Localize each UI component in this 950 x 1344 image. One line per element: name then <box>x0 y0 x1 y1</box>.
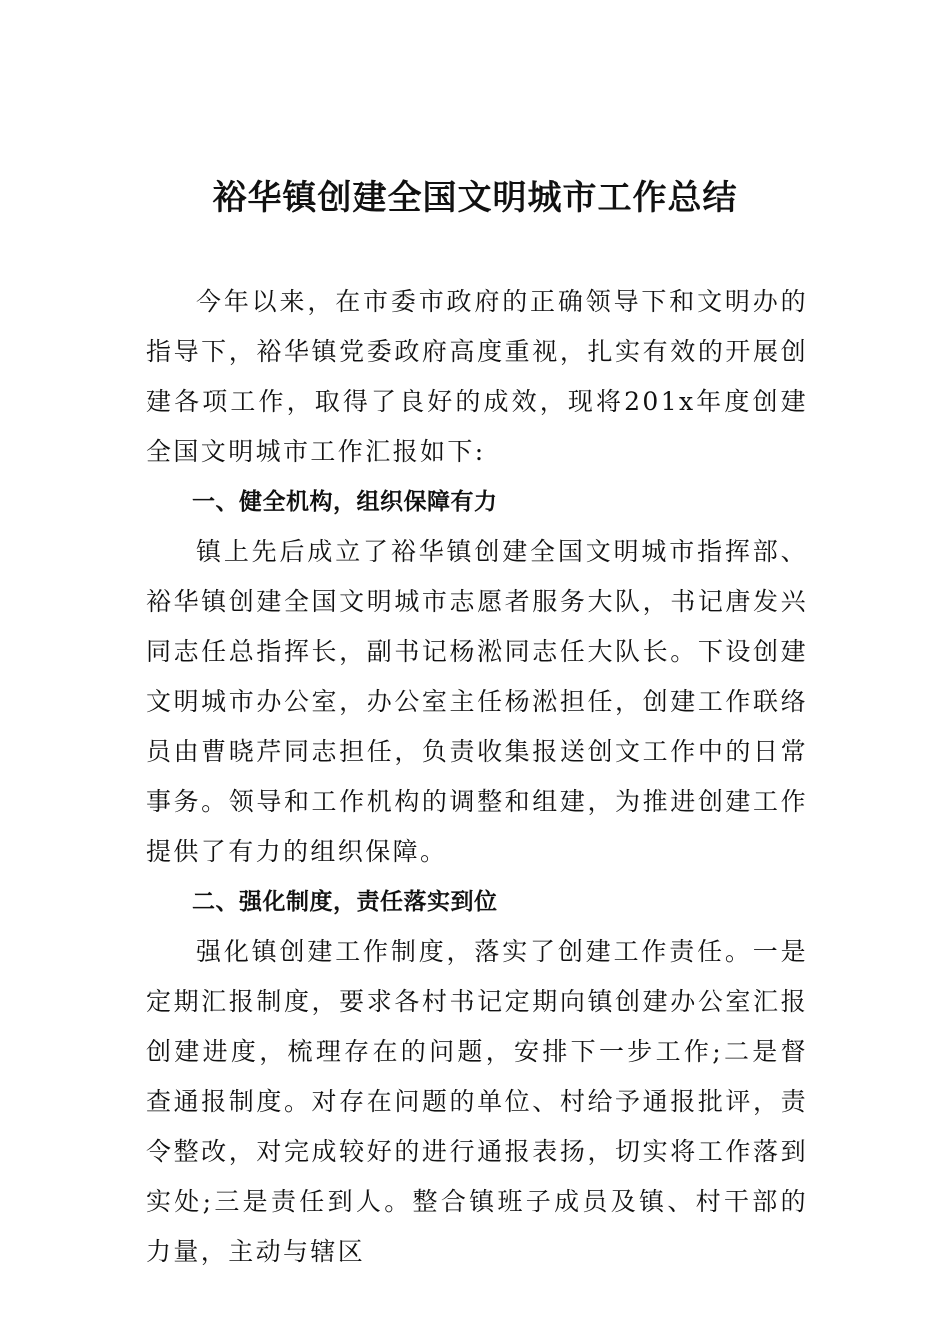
section-paragraph-1: 镇上先后成立了裕华镇创建全国文明城市指挥部、裕华镇创建全国文明城市志愿者服务大队，书记唐发兴同志任总指挥长，副书记杨淞同志任大队长。下设创建文明城市办公室，办公室主任杨淞担任，创建工作联络员由曹晓芹同志担任，负责收集报送创文工作中的日常事务。领导和工作机构的调整和组建，为推进创建工作提供了有力的组织保障。 <box>146 537 808 866</box>
intro-paragraph: 今年以来，在市委市政府的正确领导下和文明办的指导下，裕华镇党委政府高度重视，扎实有效的开展创建各项工作，取得了良好的成效，现将201x年度创建全国文明城市工作汇报如下: <box>146 287 808 466</box>
section-paragraph-2: 强化镇创建工作制度，落实了创建工作责任。一是定期汇报制度，要求各村书记定期向镇创建办公室汇报创建进度，梳理存在的问题，安排下一步工作;二是督查通报制度。对存在问题的单位、村给予通报批评，责令整改，对完成较好的进行通报表扬，切实将工作落到实处;三是责任到人。整合镇班子成员及镇、村干部的力量，主动与辖区 <box>146 937 808 1266</box>
section-heading-1: 一、健全机构，组织保障有力 <box>192 489 498 515</box>
section-heading-2: 二、强化制度，责任落实到位 <box>192 889 498 915</box>
document-body <box>146 277 808 1277</box>
document-title: 裕华镇创建全国文明城市工作总结 <box>212 178 738 218</box>
